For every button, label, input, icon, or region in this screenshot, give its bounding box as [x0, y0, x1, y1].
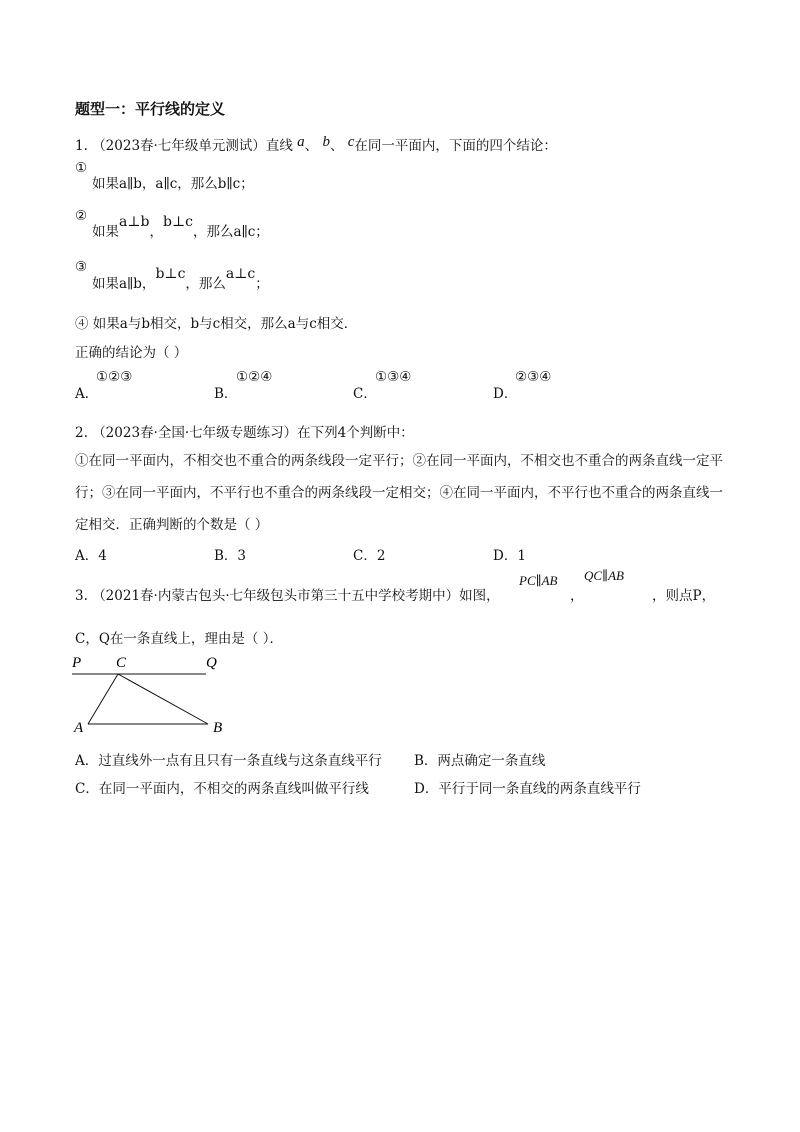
- stem-text: 在下列4个判断中：: [297, 425, 414, 441]
- option-label: C．: [353, 386, 377, 402]
- label-a: A: [74, 720, 84, 736]
- q2-option-c[interactable]: [353, 544, 385, 564]
- option-value: 在同一平面内，不相交的两条直线叫做平行线: [98, 781, 369, 797]
- option-label: B．: [214, 548, 238, 564]
- relation-pc-parallel-ab: PC∥AB: [519, 573, 558, 588]
- q1-option-b-value: ①②④: [236, 369, 273, 385]
- option-label: A．: [75, 386, 99, 402]
- statement-text: 如果: [92, 224, 119, 240]
- segment-cb: [118, 674, 208, 724]
- option-value: 平行于同一条直线的两条直线平行: [438, 781, 641, 797]
- statement-1-text: 如果a∥b，a∥c，那么b∥c；: [92, 176, 254, 192]
- option-value: 过直线外一点有且只有一条直线与这条直线平行: [98, 753, 382, 769]
- label-q: Q: [206, 655, 217, 671]
- q3-option-c[interactable]: [75, 777, 369, 797]
- option-label: B．: [214, 386, 238, 402]
- question-2-stem: [75, 421, 414, 441]
- option-label: D．: [493, 548, 518, 564]
- option-value: 4: [98, 548, 107, 564]
- question-1-prompt: 正确的结论为（ ）: [75, 345, 188, 361]
- option-value: 1: [517, 548, 526, 564]
- separator: 、: [329, 138, 344, 154]
- stem-text: 直线: [265, 138, 293, 154]
- q1-option-d-value: ②③④: [515, 369, 552, 385]
- geometry-figure: [70, 650, 240, 740]
- statement-2-mark: ②: [75, 208, 88, 224]
- statement-4: ④ 如果a与b相交，b与c相交，那么a与c相交．: [75, 316, 358, 332]
- q2-option-b[interactable]: [214, 544, 246, 564]
- option-label: B．: [414, 753, 438, 769]
- question-1-stem: [75, 134, 557, 155]
- question-3-stem: [75, 584, 500, 604]
- question-source: （2021春·内蒙古包头·七年级包头市第三十五中学校考期中）: [92, 588, 460, 604]
- var-b: b: [322, 134, 330, 150]
- q3-option-a[interactable]: [75, 749, 382, 769]
- q1-option-c-value: ①③④: [375, 369, 412, 385]
- segment-ca: [88, 674, 118, 724]
- option-value: 两点确定一条直线: [437, 753, 546, 769]
- q1-option-a[interactable]: [75, 382, 98, 402]
- q3-option-d[interactable]: [414, 777, 641, 797]
- q2-option-d[interactable]: [493, 544, 526, 564]
- q3-option-b[interactable]: [414, 749, 545, 769]
- statement-text: ，那么: [185, 276, 226, 292]
- option-label: D．: [493, 386, 518, 402]
- q1-option-d[interactable]: [493, 382, 517, 402]
- math-a-perp-c: a⊥c: [225, 266, 256, 282]
- relation-qc-parallel-ab: QC∥AB: [584, 568, 624, 583]
- section-title: 题型一：平行线的定义: [75, 100, 226, 118]
- statement-3: [92, 266, 269, 292]
- label-p: P: [72, 655, 82, 671]
- q1-option-c[interactable]: [353, 382, 377, 402]
- question-number: 1.: [75, 138, 88, 154]
- statement-text: ，: [149, 224, 163, 240]
- question-source: （2023春·全国·七年级专题练习）: [92, 425, 298, 441]
- option-value: 3: [237, 548, 247, 564]
- statement-text: 如果a∥b，: [92, 276, 156, 292]
- statement-2: [92, 214, 269, 240]
- q1-option-b[interactable]: [214, 382, 237, 402]
- label-b: B: [213, 720, 223, 736]
- var-a: a: [297, 134, 305, 150]
- question-number: 3.: [75, 588, 88, 604]
- option-value: 2: [376, 548, 386, 564]
- option-label: A．: [75, 753, 99, 769]
- statement-3-mark: ③: [75, 259, 88, 275]
- option-label: D．: [414, 781, 439, 797]
- stem-text: 如图，: [459, 588, 500, 604]
- math-a-perp-b: a⊥b: [119, 214, 150, 230]
- var-c: c: [347, 134, 355, 150]
- question-2-body: ①在同一平面内，不相交也不重合的两条线段一定平行；②在同一平面内，不相交也不重合的两条直线一定平行；③在同一平面内，不平行也不重合的两条线段一定相交；④在同一平面内，不平行也不重合的两条直线一定相交．正确判断的个数是（ ）: [75, 453, 723, 533]
- statement-text: ，那么a∥c；: [192, 224, 269, 240]
- question-source: （2023春·七年级单元测试）: [92, 138, 266, 154]
- stem-text: 在同一平面内，下面的四个结论：: [354, 138, 557, 154]
- math-b-perp-c: b⊥c: [155, 266, 186, 282]
- option-label: A．: [75, 548, 99, 564]
- option-label: C．: [353, 548, 377, 564]
- stem-text: ，则点P，: [652, 588, 716, 604]
- math-b-perp-c: b⊥c: [162, 214, 193, 230]
- statement-text: ；: [255, 276, 269, 292]
- option-label: C．: [75, 781, 99, 797]
- separator: ，: [570, 588, 584, 604]
- separator: 、: [304, 138, 319, 154]
- statement-1-mark: ①: [75, 160, 88, 176]
- label-c: C: [116, 655, 127, 671]
- question-number: 2.: [75, 425, 88, 441]
- question-3-stem-line2: C，Q在一条直线上，理由是（ ）．: [75, 631, 283, 647]
- q2-option-a[interactable]: [75, 544, 107, 564]
- q1-option-a-value: ①②③: [96, 369, 133, 385]
